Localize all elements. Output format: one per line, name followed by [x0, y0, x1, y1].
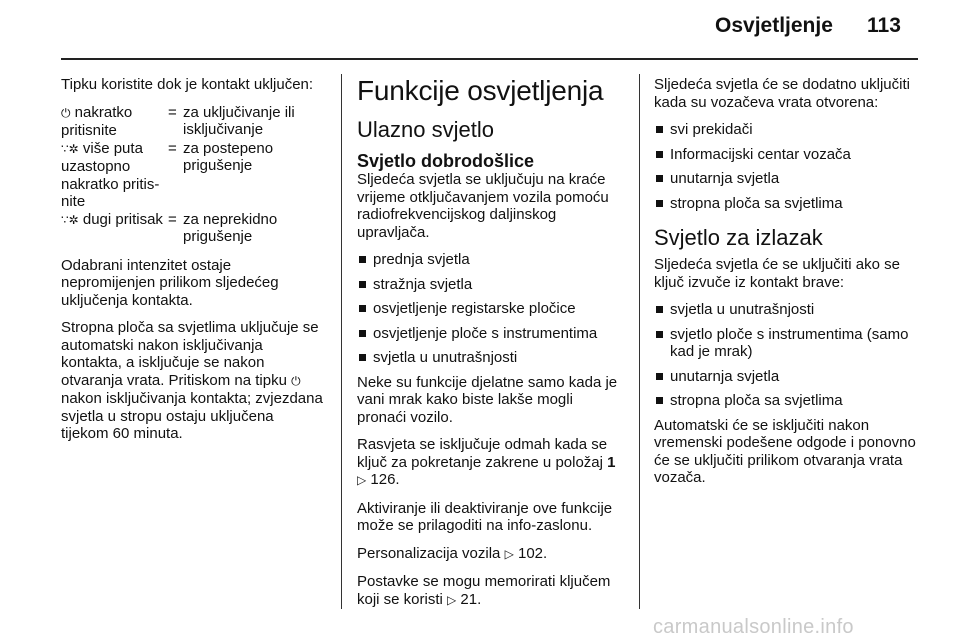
page-number: 113	[867, 14, 901, 37]
page-ref-icon[interactable]: ▷	[504, 546, 514, 561]
table-equals: =	[168, 210, 177, 228]
section-heading: Funkcije osvjetljenja	[357, 75, 604, 106]
intro-text: Tipku koristite dok je kontakt uključen:	[61, 76, 314, 93]
list-item: svjetlo ploče s instrumentima (samo kad je mrak)	[654, 326, 921, 361]
table-desc: za postepeno prigušenje	[183, 139, 274, 174]
column-right	[654, 76, 921, 497]
paragraph: Personalizacija vozila ▷ 102.	[357, 544, 548, 562]
list-item: osvjetljenje registarske pločice	[357, 300, 624, 318]
bullet-list	[357, 251, 624, 367]
list-item: svjetla u unutrašnjosti	[654, 301, 921, 319]
column-left	[61, 76, 323, 453]
key-press-table	[61, 104, 323, 246]
table-equals: =	[168, 103, 177, 121]
table-term: nakratko pritisnite	[61, 103, 133, 139]
page-ref-icon[interactable]: ▷	[447, 592, 457, 607]
paragraph: Sljedeća svjetla će se dodatno uključiti kada su vozačeva vrata otvorena:	[654, 76, 910, 111]
table-equals: =	[168, 139, 177, 157]
paragraph: Odabrani intenzitet ostaje nepromijenjen prilikom sljedećeg uključenja kontakta.	[61, 256, 279, 309]
list-item: prednja svjetla	[357, 251, 624, 269]
paragraph: Sljedeća svjetla se uključuju na kraće vrijeme otključavanjem vozila pomoću radiofrekvencijskog daljinskog upravljača.	[357, 171, 609, 241]
table-term: dugi pritisak	[78, 210, 163, 228]
subsection-heading: Ulazno svjetlo	[357, 117, 494, 142]
paragraph: Postavke se mogu memorirati ključem koji se koristi ▷ 21.	[357, 573, 611, 608]
power-icon: ⏻	[61, 105, 71, 120]
table-desc: za uključivanje ili isključivanje	[183, 103, 295, 138]
list-item: osvjetljenje ploče s instrumentima	[357, 325, 624, 343]
table-row	[61, 211, 323, 246]
header-divider	[61, 58, 918, 60]
page-ref-icon[interactable]: ▷	[357, 473, 367, 487]
list-item: stropna ploča sa svjetlima	[654, 392, 921, 410]
list-item: svi prekidači	[654, 121, 921, 139]
column-middle	[357, 76, 624, 619]
power-icon: ⏻	[291, 373, 301, 388]
paragraph: Automatski će se isključiti nakon vremenski podešene odgode i ponovno će se uključiti prilikom otvaranja vrata vozača.	[654, 416, 916, 486]
list-item: Informacijski centar vozača	[654, 146, 921, 164]
table-row	[61, 140, 323, 211]
table-desc: za neprekidno prigušenje	[183, 210, 278, 245]
watermark: carmanualsonline.info	[653, 616, 854, 638]
column-divider-2	[639, 74, 640, 609]
list-item: stražnja svjetla	[357, 276, 624, 294]
table-term: više puta uzastopno nakratko pritis- nite	[61, 139, 160, 210]
subsection-heading: Svjetlo za izlazak	[654, 225, 823, 250]
table-row	[61, 104, 323, 140]
column-divider-1	[341, 74, 342, 609]
bullet-list	[654, 121, 921, 212]
dimmer-icon: ∵✲	[61, 212, 79, 227]
list-item: svjetla u unutrašnjosti	[357, 349, 624, 367]
bullet-list	[654, 301, 921, 410]
subsubsection-heading: Svjetlo dobrodošlice	[357, 151, 535, 171]
paragraph: Stropna ploča sa svjetlima uključuje se automatski nakon isključivanja kontakta, a isključuje se nakon otvaranja vrata. Pritiskom na tipku ⏻ nakon isključivanja kontakta; zvjezdana svjetla u stropu ostaju uključena tijekom 60 minuta.	[61, 319, 323, 442]
page-title: Osvjetljenje	[715, 14, 833, 37]
dimmer-icon: ∵✲	[61, 141, 79, 156]
paragraph: Sljedeća svjetla će se uključiti ako se ključ izvuče iz kontakt brave:	[654, 256, 900, 291]
list-item: stropna ploča sa svjetlima	[654, 195, 921, 213]
paragraph: Neke su funkcije djelatne samo kada je vani mrak kako biste lakše mogli pronaći vozilo.	[357, 373, 618, 426]
paragraph: Rasvjeta se isključuje odmah kada se ključ za pokretanje zakrene u položaj 1 ▷ 126.	[357, 436, 616, 488]
list-item: unutarnja svjetla	[654, 368, 921, 386]
paragraph: Aktiviranje ili deaktiviranje ove funkcije može se prilagoditi na info-zaslonu.	[357, 499, 613, 534]
list-item: unutarnja svjetla	[654, 170, 921, 188]
